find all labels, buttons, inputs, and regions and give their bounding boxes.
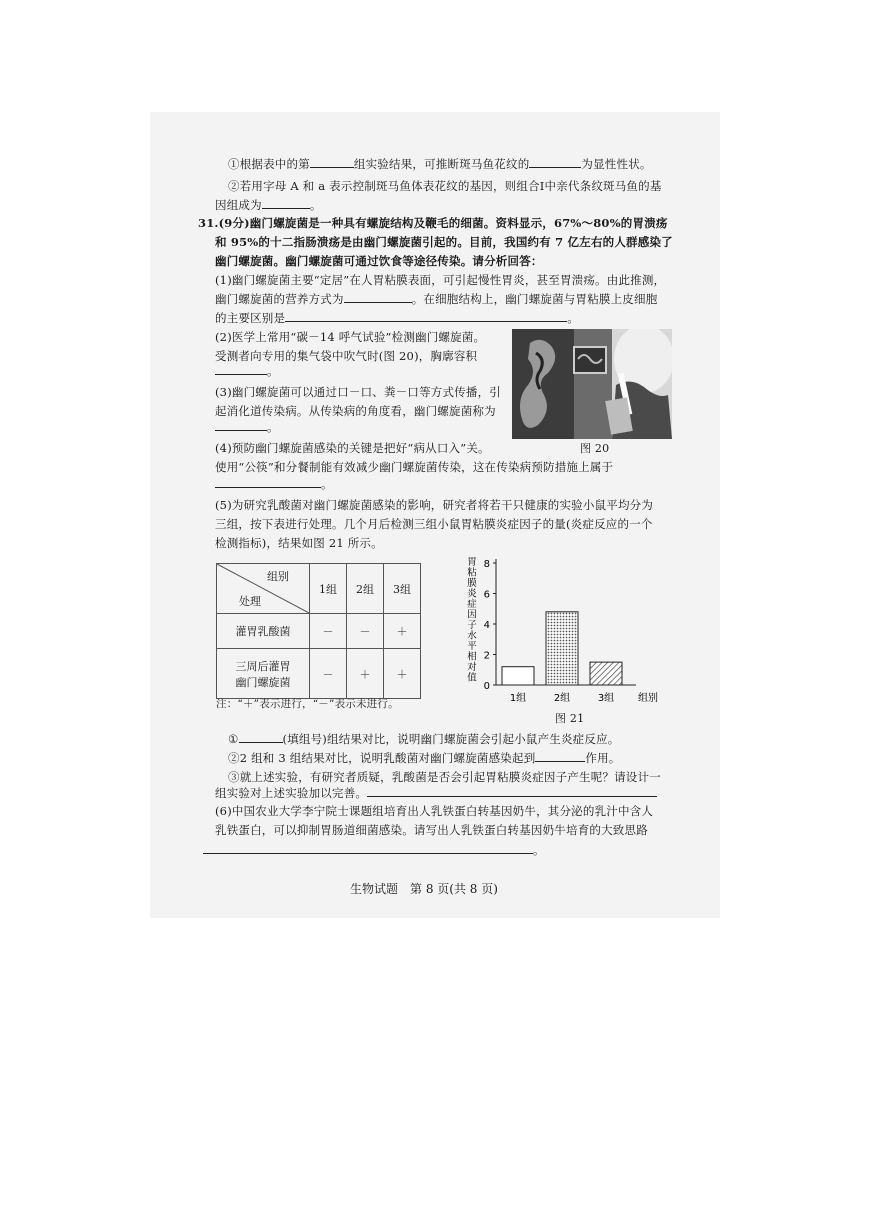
p6-line-1: (6)中国农业大学李宁院士课题组培育出人乳铁蛋白转基因奶牛，其分泌的乳汁中含人	[215, 804, 654, 818]
p2-line-2: 受测者向专用的集气袋中吹气时(图 20)，胸廓容积	[215, 349, 478, 363]
p5-line-1: (5)为研究乳酸菌对幽门螺旋菌感染的影响，研究者将若干只健康的实验小鼠平均分为	[215, 498, 654, 512]
q31-line-1: 31.(9分)幽门螺旋菌是一种具有螺旋结构及鞭毛的细菌。资料显示，67%～80%的胃溃疡	[198, 216, 668, 230]
p4-line-2: 使用“公筷”和分餐制能有效减少幽门螺旋菌传染，这在传染病预防措施上属于	[215, 460, 614, 474]
row-label: 灌胃乳酸菌	[217, 614, 310, 649]
q31-line-3: 幽门螺旋菌。幽门螺旋菌可通过饮食等途径传染。请分析回答：	[215, 254, 543, 268]
y-tick-label: 2	[483, 650, 490, 662]
figure-20-caption: 图 20	[580, 442, 610, 455]
q31-line-2: 和 95%的十二指肠溃疡是由幽门螺旋菌引起的。目前，我国约有 7 亿左右的人群感染了	[215, 235, 673, 249]
y-axis-label-char: 值	[467, 672, 477, 684]
p3-line-2: 起消化道传染病。从传染病的角度看，幽门螺旋菌称为	[215, 404, 496, 418]
table-cell: －	[310, 614, 347, 649]
p1-line-3: 的主要区别是 。	[215, 311, 579, 325]
p1-line-2: 幽门螺旋菌的营养方式为 。在细胞结构上，幽门螺旋菌与胃粘膜上皮细胞	[215, 292, 658, 306]
p2-line-1: (2)医学上常用“碳－14 呼气试验”检测幽门螺旋菌。	[215, 330, 486, 344]
table-cell: －	[310, 649, 347, 699]
bar	[590, 662, 622, 685]
y-axis-label-char: 平	[467, 641, 477, 652]
figure-20-photo	[512, 329, 672, 439]
figure-21-chart	[460, 555, 660, 715]
p5-line-2: 三组，按下表进行处理。几个月后检测三组小鼠胃粘膜炎症因子的量(炎症反应的一个	[215, 517, 653, 531]
row-label: 三周后灌胃 幽门螺旋菌	[217, 649, 310, 699]
y-axis-label-char: 因	[467, 609, 477, 621]
table-note: 注：“＋”表示进行，“－”表示未进行。	[216, 698, 399, 710]
y-axis-label-char: 症	[467, 599, 477, 610]
p2-answer: 。	[215, 363, 279, 379]
header-treatment: 处理	[239, 595, 261, 608]
table-cell: －	[347, 614, 384, 649]
p3-line-1: (3)幽门螺旋菌可以通过口－口、粪－口等方式传播，引	[215, 385, 501, 399]
y-tick-label: 4	[483, 620, 490, 631]
table-diagonal-header	[217, 564, 309, 613]
x-tick-label: 3组	[597, 693, 615, 704]
line-1: ①根据表中的第 组实验结果，可推断斑马鱼花纹的 为显性性状。	[228, 157, 652, 171]
table-cell: ＋	[384, 614, 421, 649]
p1-line-1: (1)幽门螺旋菌主要“定居”在人胃粘膜表面，可引起慢性胃炎，甚至胃溃疡。由此推测，	[215, 273, 666, 287]
line-3: 因组成为 。	[215, 198, 322, 212]
treatment-table	[216, 563, 421, 699]
y-axis-label-char: 胃	[467, 557, 477, 568]
x-tick-label: 1组	[509, 693, 527, 704]
figure-21-caption: 图 21	[555, 712, 585, 725]
x-tick-label: 2组	[553, 693, 571, 704]
x-axis-label: 组别	[638, 693, 658, 704]
y-tick-label: 8	[483, 559, 490, 570]
col-header: 2组	[347, 564, 384, 614]
sub-q2: ②2 组和 3 组结果对比，说明乳酸菌对幽门螺旋菌感染起到 作用。	[228, 751, 621, 765]
p6-line-2: 乳铁蛋白，可以抑制胃肠道细菌感染。请写出人乳铁蛋白转基因奶牛培育的大致思路	[215, 823, 648, 837]
sub-q1: ① (填组号)组结果对比，说明幽门螺旋菌会引起小鼠产生炎症反应。	[228, 732, 620, 746]
y-axis-label-char: 对	[467, 662, 477, 673]
y-axis-label-char: 炎	[467, 588, 477, 600]
sub-q3-line-1: ③就上述实验，有研究者质疑，乳酸菌是否会引起胃粘膜炎症因子产生呢？请设计一	[228, 770, 661, 784]
line-2: ②若用字母 A 和 a 表示控制斑马鱼体表花纹的基因，则组合Ⅰ中亲代条纹斑马鱼的基	[228, 179, 662, 193]
y-tick-label: 6	[483, 589, 490, 601]
y-tick-label: 0	[483, 681, 490, 692]
y-axis-label-char: 子	[467, 620, 477, 631]
y-axis-label-char: 膜	[467, 578, 477, 589]
bar	[502, 667, 534, 685]
p5-line-3: 检测指标)，结果如图 21 所示。	[215, 536, 383, 550]
table-cell: ＋	[384, 649, 421, 699]
col-header: 1组	[310, 564, 347, 614]
y-axis-label-char: 水	[467, 630, 477, 642]
p4-answer: 。	[215, 476, 333, 492]
p3-answer: 。	[215, 419, 279, 435]
table-cell: ＋	[347, 649, 384, 699]
page-footer: 生物试题 第 8 页(共 8 页)	[350, 882, 498, 896]
p6-answer: 。	[203, 842, 545, 858]
y-axis-label-char: 相	[467, 651, 477, 663]
y-axis-label-char: 粘	[467, 567, 477, 579]
header-group: 组别	[267, 570, 289, 583]
sub-q3-line-2: 组实验对上述实验加以完善。	[215, 785, 657, 801]
p4-line-1: (4)预防幽门螺旋菌感染的关键是把好“病从口入”关。	[215, 441, 490, 455]
bar	[546, 612, 578, 685]
col-header: 3组	[384, 564, 421, 614]
